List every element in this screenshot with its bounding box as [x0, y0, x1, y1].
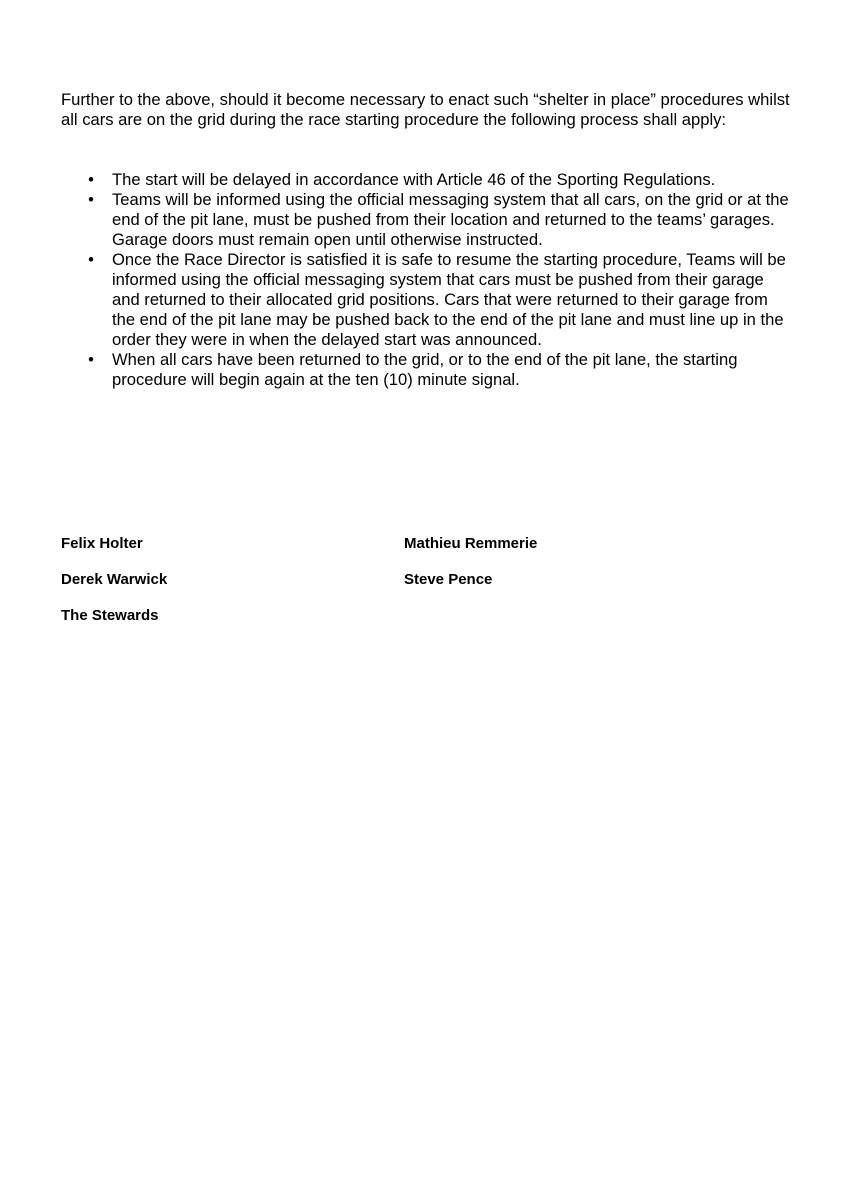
- bullet-icon: •: [88, 350, 94, 369]
- signatory-felix-holter: Felix Holter: [61, 535, 143, 552]
- stewards-label: The Stewards: [61, 607, 159, 624]
- bullet-icon: •: [88, 190, 94, 209]
- list-item: [61, 350, 791, 390]
- bullet-icon: •: [88, 170, 94, 189]
- list-item-text: Once the Race Director is satisfied it is safe to resume the starting procedure, Teams will be informed using the official messaging system that cars must be pushed from their garage and returned to their allocated grid positions. Cars that were returned to their garage from the end of the pit lane may be pushed back to the end of the pit lane and must line up in the order they were in when the delayed start was announced.: [112, 250, 786, 349]
- list-item: [61, 190, 791, 250]
- procedure-list: [61, 170, 791, 390]
- list-item-text: When all cars have been returned to the grid, or to the end of the pit lane, the starting procedure will begin again at the ten (10) minute signal.: [112, 350, 738, 389]
- list-item: [61, 250, 791, 350]
- signatory-mathieu-remmerie: Mathieu Remmerie: [404, 535, 538, 552]
- intro-paragraph: Further to the above, should it become necessary to enact such “shelter in place” procedures whilst all cars are on the grid during the race starting procedure the following process shall apply:: [61, 90, 790, 129]
- list-item: [61, 170, 791, 190]
- bullet-icon: •: [88, 250, 94, 269]
- list-item-text: The start will be delayed in accordance with Article 46 of the Sporting Regulations.: [112, 170, 716, 189]
- signatory-derek-warwick: Derek Warwick: [61, 571, 168, 588]
- list-item-text: Teams will be informed using the official messaging system that all cars, on the grid or at the end of the pit lane, must be pushed from their location and returned to the teams’ garages. Garage doors must remain open until otherwise instructed.: [112, 190, 789, 249]
- signatory-steve-pence: Steve Pence: [404, 571, 493, 588]
